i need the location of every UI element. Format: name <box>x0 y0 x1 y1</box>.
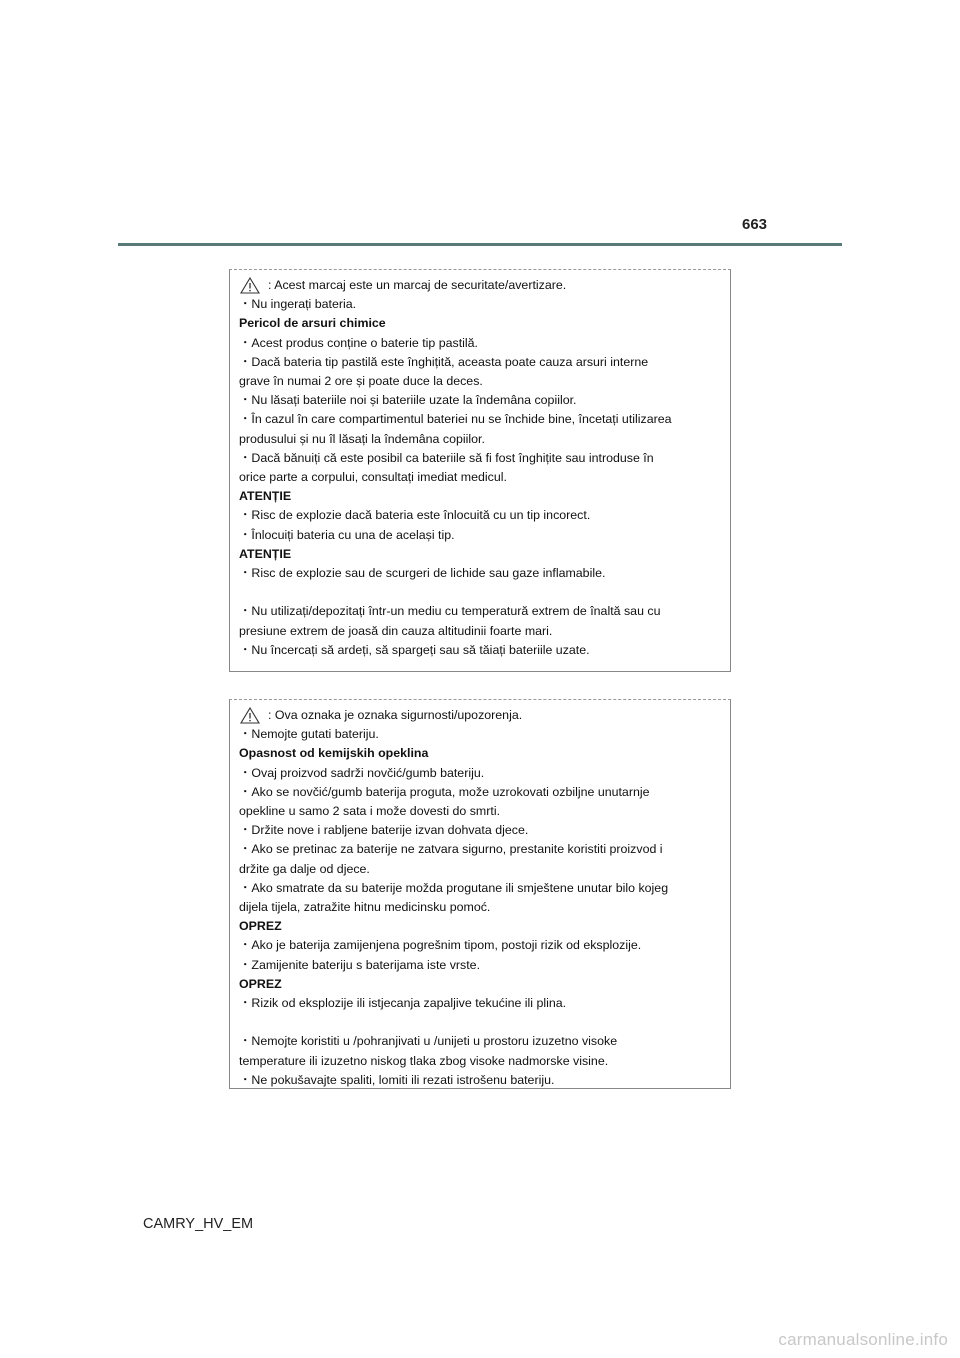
warning-marker-line <box>239 276 722 295</box>
warning-line: ・Zamijenite bateriju s baterijama iste vrste. <box>239 957 481 972</box>
blank-line <box>239 1013 722 1032</box>
blank-line <box>239 583 722 602</box>
warning-heading: Opasnost od kemijskih opeklina <box>239 746 429 761</box>
warning-line: ・Nu utilizați/depozitați într-un mediu cu temperatură extrem de înaltă sau cu <box>239 604 661 619</box>
warning-line: ・Ako je baterija zamijenjena pogrešnim tipom, postoji rizik od eksplozije. <box>239 938 642 953</box>
warning-line: presiune extrem de joasă din cauza altitudinii foarte mari. <box>239 623 553 638</box>
warning-heading: OPREZ <box>239 919 282 934</box>
warning-line: temperature ili izuzetno niskog tlaka zbog visoke nadmorske visine. <box>239 1053 609 1068</box>
warning-marker-text: : Ova oznaka je oznaka sigurnosti/upozorenja. <box>268 708 523 722</box>
warning-line: ・Nu lăsați bateriile noi și bateriile uzate la îndemâna copiilor. <box>239 393 577 408</box>
warning-line: ・Ako se pretinac za baterije ne zatvara sigurno, prestanite koristiti proizvod i <box>239 842 663 857</box>
warning-line: ・Nu ingerați bateria. <box>239 297 357 312</box>
warning-line: ・Dacă bateria tip pastilă este înghițită, aceasta poate cauza arsuri interne <box>239 354 649 369</box>
warning-line: ・Ako smatrate da su baterije možda progutane ili smještene unutar bilo kojeg <box>239 880 669 895</box>
warning-line: ・Înlocuiți bateria cu una de același tip. <box>239 527 455 542</box>
footer-code: CAMRY_HV_EM <box>143 1216 254 1232</box>
warning-triangle-icon <box>240 277 260 294</box>
warning-line: ・Nu încercați să ardeți, să spargeți sau să tăiați bateriile uzate. <box>239 642 590 657</box>
warning-line: ・Dacă bănuiți că este posibil ca bateriile să fi fost înghițite sau introduse în <box>239 450 654 465</box>
warning-triangle-icon <box>240 707 260 724</box>
warning-line: produsului și nu îl lăsați la îndemâna copiilor. <box>239 431 485 446</box>
warning-line: ・Rizik od eksplozije ili istjecanja zapaljive tekućine ili plina. <box>239 996 567 1011</box>
warning-line: ・Acest produs conține o baterie tip pastilă. <box>239 335 478 350</box>
warning-line: grave în numai 2 ore și poate duce la deces. <box>239 374 483 389</box>
warning-line: ・Nemojte gutati bateriju. <box>239 727 379 742</box>
warning-marker-line <box>239 706 722 725</box>
warning-box-croatian <box>229 699 731 1089</box>
warning-line: ・Ne pokušavajte spaliti, lomiti ili rezati istrošenu bateriju. <box>239 1072 555 1087</box>
warning-marker-text: : Acest marcaj este un marcaj de securitate/avertizare. <box>268 278 567 292</box>
watermark: carmanualsonline.info <box>778 1330 948 1349</box>
warning-heading: Pericol de arsuri chimice <box>239 316 386 331</box>
warning-heading: OPREZ <box>239 976 282 991</box>
warning-heading: ATENȚIE <box>239 546 292 561</box>
warning-line: ・Ovaj proizvod sadrži novčić/gumb bateriju. <box>239 765 485 780</box>
header-rule <box>118 243 842 246</box>
warning-line: opekline u samo 2 sata i može dovesti do smrti. <box>239 804 501 819</box>
warning-heading: ATENȚIE <box>239 489 292 504</box>
warning-line: ・Risc de explozie dacă bateria este înlocuită cu un tip incorect. <box>239 508 591 523</box>
warning-line: orice parte a corpului, consultați imediat medicul. <box>239 470 507 485</box>
warning-line: ・Ako se novčić/gumb baterija proguta, može uzrokovati ozbiljne unutarnje <box>239 784 650 799</box>
warning-line: ・Držite nove i rabljene baterije izvan dohvata djece. <box>239 823 529 838</box>
warning-box-romanian <box>229 269 731 672</box>
warning-line: ・Risc de explozie sau de scurgeri de lichide sau gaze inflamabile. <box>239 566 606 581</box>
warning-line: ・Nemojte koristiti u /pohranjivati u /unijeti u prostoru izuzetno visoke <box>239 1034 618 1049</box>
warning-line: ・În cazul în care compartimentul bateriei nu se închide bine, încetați utilizarea <box>239 412 672 427</box>
warning-line: dijela tijela, zatražite hitnu medicinsku pomoć. <box>239 900 491 915</box>
warning-line: držite ga dalje od djece. <box>239 861 370 876</box>
page-number: 663 <box>742 216 768 233</box>
